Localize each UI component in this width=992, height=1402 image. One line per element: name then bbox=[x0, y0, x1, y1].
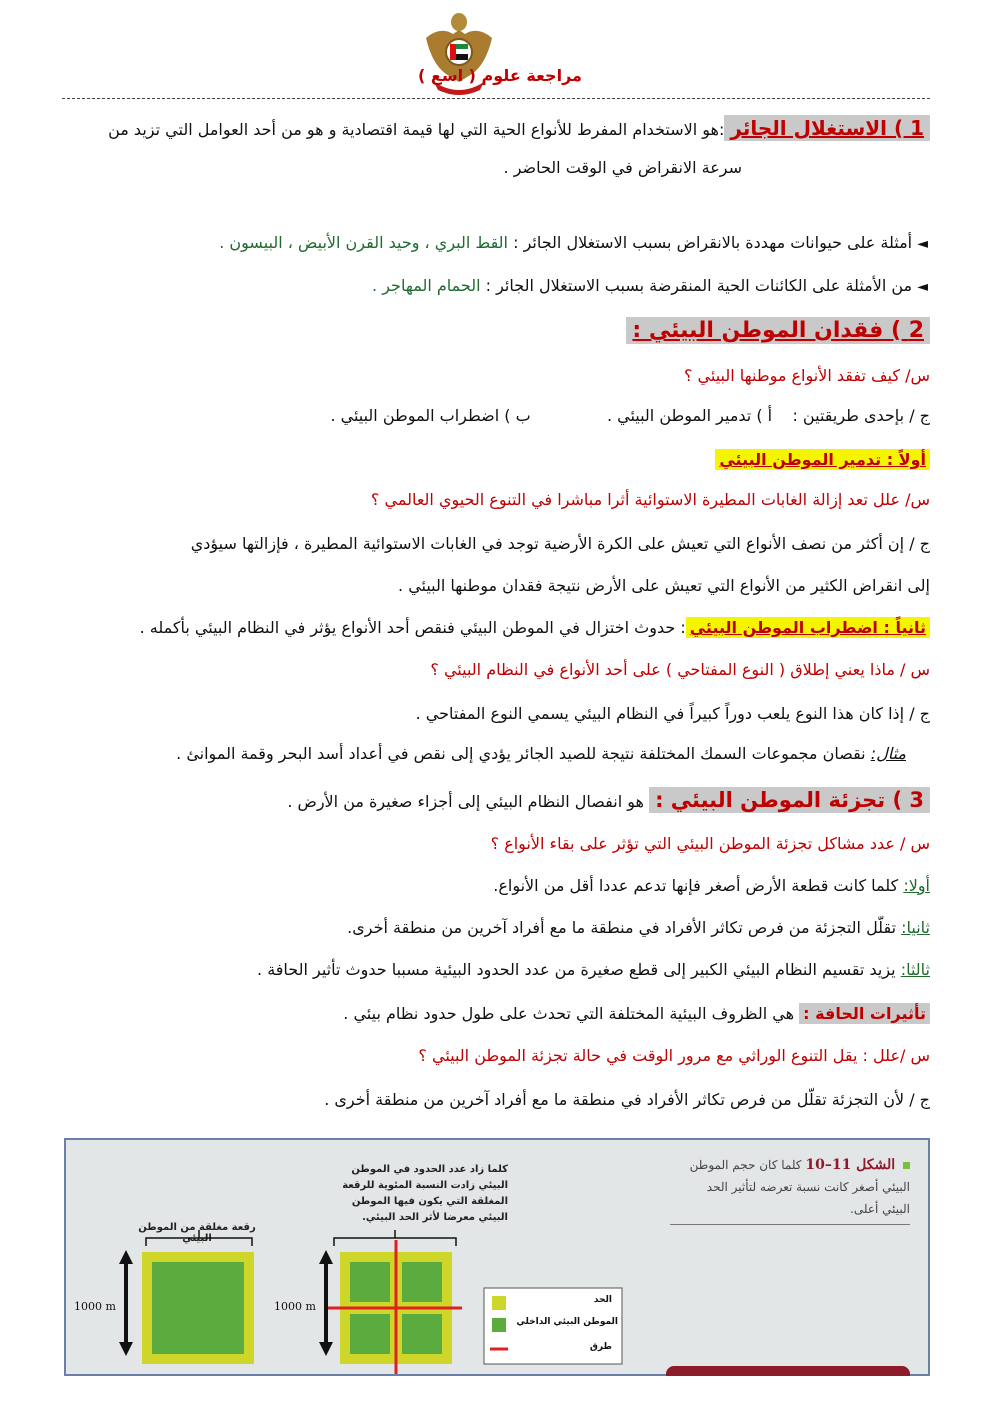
a1-prefix: ج / بإحدى طريقتين : bbox=[792, 406, 930, 425]
section2-heading-line bbox=[60, 318, 930, 343]
caption-text-3: البيئي أعلى. bbox=[850, 1202, 910, 1216]
section3-heading-line bbox=[60, 788, 930, 812]
section3-q1: س / عدد مشاكل تجزئة الموطن البيئي التي تؤثر على بقاء الأنواع ؟ bbox=[490, 834, 930, 853]
triangle-left-icon: ◄ bbox=[917, 279, 928, 295]
legend-interior-label: الموطن البيئي الداخلي bbox=[516, 1317, 618, 1327]
section2-heading: 2 ) فقدان الموطن البيئي : bbox=[626, 317, 930, 344]
second-label: ثانياً : اضطراب الموطن البيئي bbox=[686, 617, 930, 638]
a1-part2: ب ) اضطراب الموطن البيئي . bbox=[330, 406, 531, 425]
note-line-2: البيئي زادت النسبة المئوية للرقعة bbox=[342, 1180, 508, 1191]
left-block-label: رقعة مغلقة من الموطن البيئي bbox=[138, 1222, 256, 1244]
note-line-3: المغلقة التي يكون فيها الموطن bbox=[351, 1196, 508, 1207]
section1-example1 bbox=[60, 233, 928, 252]
caption-text-1: كلما كان حجم الموطن bbox=[689, 1158, 802, 1172]
point2-line bbox=[60, 918, 930, 937]
example-text: نقصان مجموعات السمك المختلفة نتيجة للصيد الجائر يؤدي إلى نقص في أعداد أسد البحر وقمة الموانئ . bbox=[176, 744, 866, 763]
example1-text: أمثلة على حيوانات مهددة بالانقراض بسبب الاستغلال الجائر : bbox=[513, 233, 913, 252]
section2-a2-line1: ج / إن أكثر من نصف الأنواع التي تعيش على الكرة الأرضية توجد في الغابات الاستوائية المطيرة ، فإزالتها سيؤدي bbox=[190, 534, 930, 553]
section2-a1 bbox=[60, 406, 930, 425]
example2-answer: الحمام المهاجر . bbox=[372, 276, 481, 295]
scale-left-label: 1000 m bbox=[74, 1300, 116, 1313]
point1-line bbox=[60, 876, 930, 895]
section2-q2: س/ علل تعد إزالة الغابات المطيرة الاستوائية أثرا مباشرا في التنوع الحيوي العالمي ؟ bbox=[370, 490, 930, 509]
section2-a2-line2: إلى انقراض الكثير من الأنواع التي تعيش على الأرض نتيجة فقدان موطنها البيئي . bbox=[398, 576, 930, 595]
figure-diagram bbox=[66, 1140, 928, 1374]
edge-text: هي الظروف البيئية المختلفة التي تحدث على طول حدود نظام بيئي . bbox=[343, 1004, 795, 1023]
example2-text: من الأمثلة على الكائنات الحية المنقرضة بسبب الاستغلال الجائر : bbox=[485, 276, 913, 295]
section3-heading: 3 ) تجزئة الموطن البيئي : bbox=[649, 787, 930, 813]
point3-label: ثالثا: bbox=[900, 960, 930, 979]
point2-label: ثانيا: bbox=[901, 918, 930, 937]
triangle-left-icon: ◄ bbox=[917, 236, 928, 252]
section1-heading: 1 ) الاستغلال الجائر bbox=[724, 115, 930, 141]
section2-q1: س/ كيف تفقد الأنواع موطنها البيئي ؟ bbox=[683, 366, 930, 385]
example-label: مثال: bbox=[870, 744, 906, 763]
a1-part1: أ ) تدمير الموطن البيئي . bbox=[606, 406, 773, 425]
example1-answer: القط البري ، وحيد القرن الأبيض ، البيسون . bbox=[219, 233, 508, 252]
header-divider bbox=[62, 98, 930, 99]
note-line-1: كلما زاد عدد الحدود في الموطن bbox=[351, 1164, 508, 1175]
section3-def: هو انفصال النظام البيئي إلى أجزاء صغيرة من الأرض . bbox=[287, 792, 644, 811]
point3-text: يزيد تقسيم النظام البيئي الكبير إلى قطع صغيرة من عدد الحدود البيئية مسببا حدوث تأثير الحافة . bbox=[257, 960, 896, 979]
first-label: أولاً : تدمير الموطن البيئي bbox=[715, 449, 930, 470]
second-text: : حدوث اختزال في الموطن البيئي فنقص أحد الأنواع يؤثر في النظام البيئي بأكمله . bbox=[139, 618, 686, 637]
caption-number: الشكل 11–10 bbox=[805, 1157, 896, 1173]
legend-edge-label: الحد bbox=[593, 1295, 612, 1305]
section1-def-line2: سرعة الانقراض في الوقت الحاضر . bbox=[503, 158, 742, 177]
section3-q2: س /علل : يقل التنوع الوراثي مع مرور الوقت في حالة تجزئة الموطن البيئي ؟ bbox=[418, 1046, 930, 1065]
section1-example2 bbox=[60, 276, 928, 295]
example-line bbox=[60, 744, 906, 763]
edge-line bbox=[60, 1004, 930, 1023]
section1-def-line1: :هو الاستخدام المفرط للأنواع الحية التي لها قيمة اقتصادية و هو من أحد العوامل التي تزيد من bbox=[108, 120, 725, 139]
scale-right-label: 1000 m bbox=[274, 1300, 316, 1313]
section2-a3: ج / إذا كان هذا النوع يلعب دوراً كبيراً في النظام البيئي يسمي النوع المفتاحي . bbox=[415, 704, 930, 723]
point2-text: تقلّل التجزئة من فرص تكاثر الأفراد في منطقة ما مع أفراد آخرين من منطقة أخرى. bbox=[347, 918, 897, 937]
first-label-line bbox=[60, 450, 930, 469]
edge-label: تأثيرات الحافة : bbox=[799, 1003, 930, 1024]
note-line-4: البيئي معرضا لأثر الحد البيئي. bbox=[362, 1212, 508, 1223]
section1-line2 bbox=[60, 158, 742, 177]
section1-line1 bbox=[60, 116, 930, 140]
legend-road-label: طرق bbox=[589, 1342, 612, 1352]
page-title: مراجعة علوم ( اسع ) bbox=[418, 66, 582, 85]
figure-panel bbox=[64, 1138, 930, 1376]
point1-text: كلما كانت قطعة الأرض أصغر فإنها تدعم عددا أقل من الأنواع. bbox=[493, 876, 899, 895]
section3-a2: ج / لأن التجزئة تقلّل من فرص تكاثر الأفراد في منطقة ما مع أفراد آخرين من منطقة أخرى . bbox=[324, 1090, 930, 1109]
second-label-line bbox=[60, 618, 930, 637]
section2-q3: س / ماذا يعني إطلاق ( النوع المفتاحي ) على أحد الأنواع في النظام البيئي ؟ bbox=[430, 660, 930, 679]
caption-text-2: البيئي أصغر كانت نسبة تعرضه لتأثير الحد bbox=[706, 1180, 910, 1194]
point3-line bbox=[60, 960, 930, 979]
point1-label: أولا: bbox=[903, 876, 930, 895]
